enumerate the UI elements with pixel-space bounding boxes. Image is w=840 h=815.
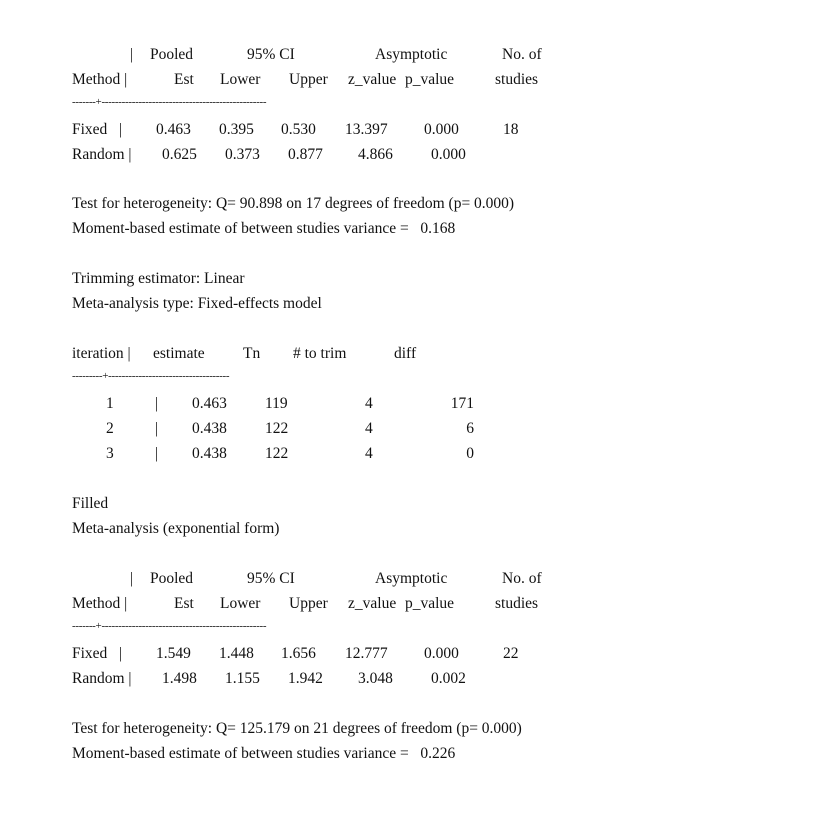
table-rule: ---------+------------------------------------	[72, 370, 230, 382]
header-studies: studies	[495, 595, 539, 612]
moment-estimate: Moment-based estimate of between studies variance = 0.226	[72, 745, 456, 762]
row-tn: 122	[265, 445, 289, 462]
row-iteration: 2	[106, 420, 114, 437]
header-method: Method |	[72, 71, 128, 88]
row-separator: |	[155, 445, 159, 462]
row-upper: 1.942	[288, 670, 323, 687]
row-diff: 0	[466, 445, 474, 462]
row-lower: 0.373	[225, 146, 260, 163]
header-z-value: z_value	[348, 71, 397, 88]
row-upper: 0.530	[281, 121, 316, 138]
header-no-of: No. of	[502, 570, 542, 587]
header-studies: studies	[495, 71, 539, 88]
row-method: Fixed |	[72, 645, 123, 662]
row-z-value: 13.397	[345, 121, 388, 138]
header-pooled: Pooled	[150, 46, 194, 63]
row-studies: 18	[503, 121, 519, 138]
row-p-value: 0.002	[431, 670, 466, 687]
row-lower: 0.395	[219, 121, 254, 138]
header-est: Est	[174, 595, 194, 612]
row-upper: 0.877	[288, 146, 323, 163]
row-method: Fixed |	[72, 121, 123, 138]
heterogeneity-test: Test for heterogeneity: Q= 125.179 on 21 degrees of freedom (p= 0.000)	[72, 720, 522, 737]
header-95ci: 95% CI	[247, 46, 295, 63]
table-rule: -------+-------------------------------------------------	[72, 96, 267, 108]
row-p-value: 0.000	[424, 645, 459, 662]
header-to-trim: # to trim	[293, 345, 347, 362]
header-lower: Lower	[220, 595, 261, 612]
header-asymptotic: Asymptotic	[375, 46, 448, 63]
header-95ci: 95% CI	[247, 570, 295, 587]
moment-estimate: Moment-based estimate of between studies variance = 0.168	[72, 220, 456, 237]
header-p-value: p_value	[405, 595, 455, 612]
exponential-form-label: Meta-analysis (exponential form)	[72, 520, 280, 537]
header-upper: Upper	[289, 595, 328, 612]
row-tn: 122	[265, 420, 289, 437]
meta-analysis-type: Meta-analysis type: Fixed-effects model	[72, 295, 322, 312]
row-lower: 1.448	[219, 645, 254, 662]
row-p-value: 0.000	[424, 121, 459, 138]
header-upper: Upper	[289, 71, 328, 88]
header-iteration: iteration |	[72, 345, 131, 362]
row-diff: 171	[450, 395, 474, 412]
row-z-value: 3.048	[358, 670, 393, 687]
row-iteration: 1	[106, 395, 114, 412]
row-separator: |	[155, 420, 159, 437]
row-to-trim: 4	[365, 445, 373, 462]
header-lower: Lower	[220, 71, 261, 88]
row-z-value: 12.777	[345, 645, 388, 662]
row-diff: 6	[466, 420, 474, 437]
header-est: Est	[174, 71, 194, 88]
row-z-value: 4.866	[358, 146, 393, 163]
trimming-estimator: Trimming estimator: Linear	[72, 270, 245, 287]
row-tn: 119	[265, 395, 288, 412]
header-method: Method |	[72, 595, 128, 612]
header-estimate: estimate	[153, 345, 205, 362]
header-diff: diff	[394, 345, 417, 362]
row-method: Random |	[72, 670, 132, 687]
header-pooled: Pooled	[150, 570, 194, 587]
heterogeneity-test: Test for heterogeneity: Q= 90.898 on 17 degrees of freedom (p= 0.000)	[72, 195, 515, 212]
row-estimate: 0.463	[192, 395, 227, 412]
row-upper: 1.656	[281, 645, 316, 662]
header-p-value: p_value	[405, 71, 455, 88]
row-est: 1.498	[162, 670, 197, 687]
row-method: Random |	[72, 146, 132, 163]
row-est: 1.549	[156, 645, 191, 662]
header-asymptotic: Asymptotic	[375, 570, 448, 587]
header-separator: |	[130, 46, 134, 63]
header-z-value: z_value	[348, 595, 397, 612]
row-lower: 1.155	[225, 670, 260, 687]
row-iteration: 3	[106, 445, 114, 462]
header-tn: Tn	[243, 345, 261, 362]
row-separator: |	[155, 395, 159, 412]
filled-label: Filled	[72, 495, 109, 512]
row-to-trim: 4	[365, 420, 373, 437]
row-to-trim: 4	[365, 395, 373, 412]
table-rule: -------+-------------------------------------------------	[72, 620, 267, 632]
row-est: 0.463	[156, 121, 191, 138]
row-p-value: 0.000	[431, 146, 466, 163]
row-est: 0.625	[162, 146, 197, 163]
header-separator: |	[130, 570, 134, 587]
row-studies: 22	[503, 645, 519, 662]
row-estimate: 0.438	[192, 420, 227, 437]
header-no-of: No. of	[502, 46, 542, 63]
row-estimate: 0.438	[192, 445, 227, 462]
